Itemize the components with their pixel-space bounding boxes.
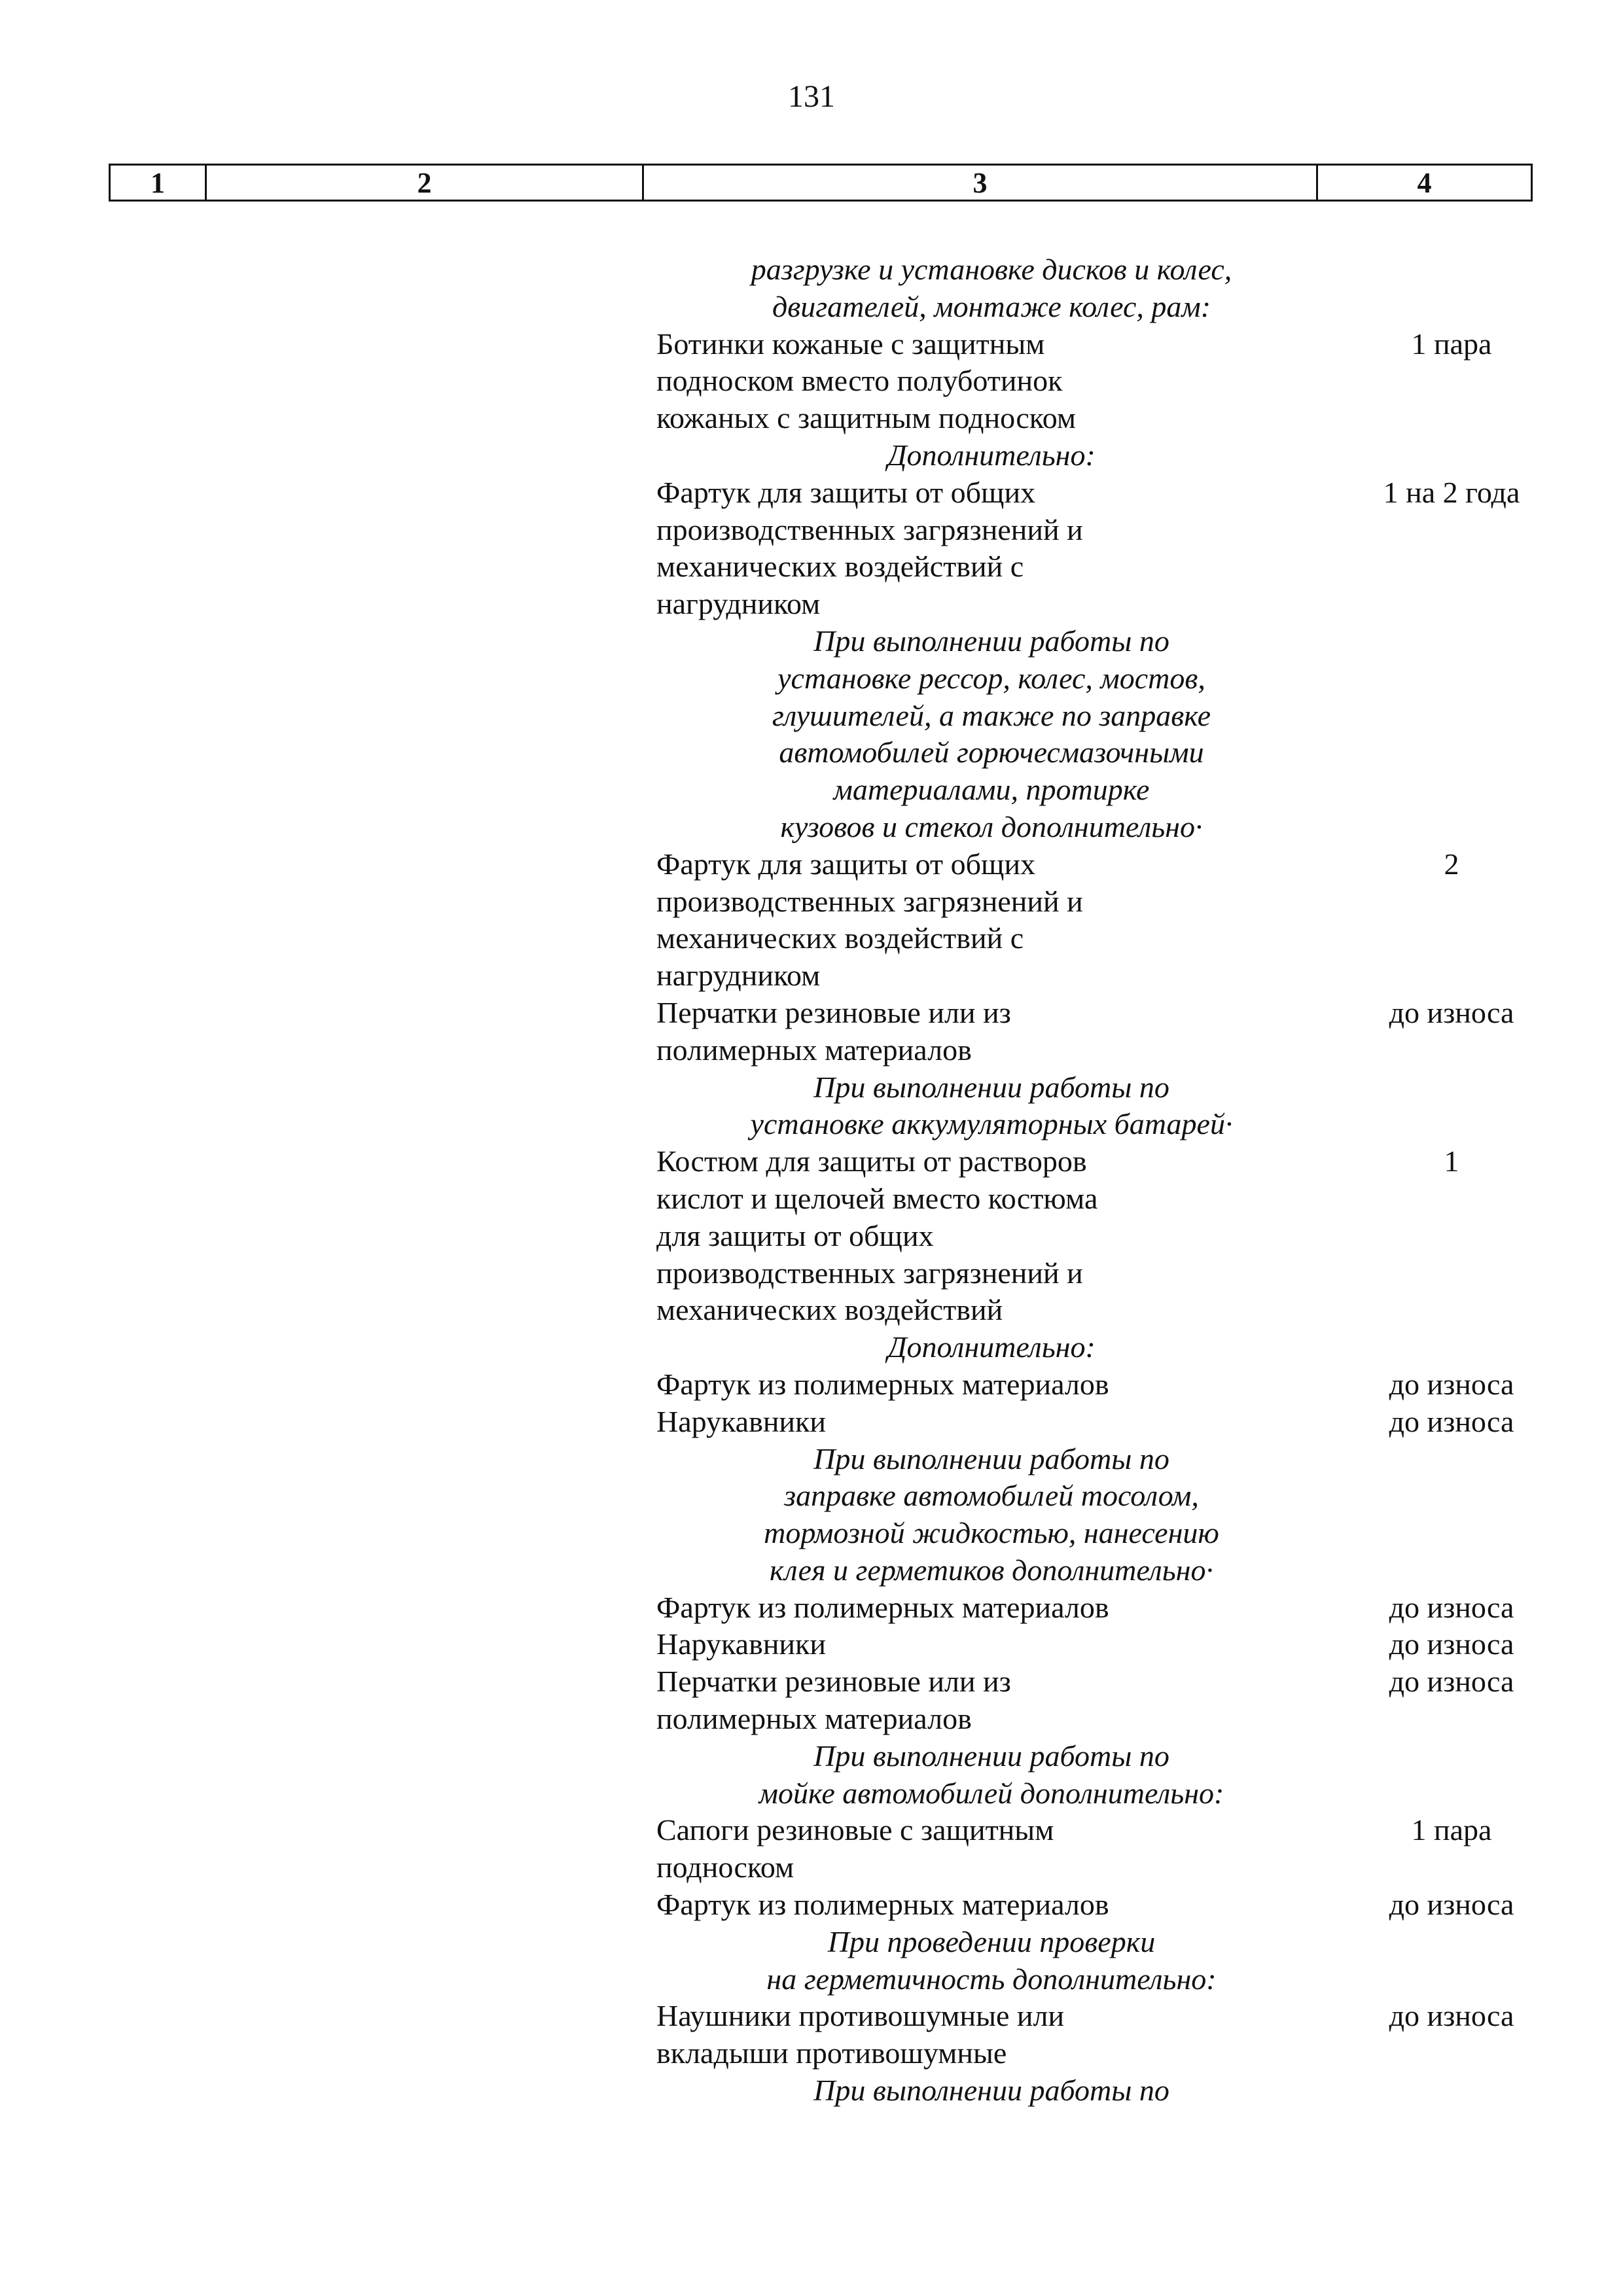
section-heading: При выполнении работы по заправке автомобилей тосолом, тормозной жидкостью, нанесению клея и герметиков дополнительно· (764, 1441, 1219, 1587)
header-cell-4: 4 (1417, 167, 1432, 199)
table-row (656, 1626, 1573, 1663)
table-row (656, 1812, 1573, 1886)
item-quantity: 1 на 2 года (1383, 475, 1520, 509)
table-header (109, 164, 1533, 202)
item-quantity: до износа (1389, 1404, 1514, 1438)
item-name: Нарукавники (656, 1627, 827, 1661)
table-row (656, 1589, 1573, 1627)
item-quantity: до износа (1389, 1665, 1514, 1699)
item-name: Ботинки кожаные с защитным подноском вместо полуботинок кожаных с защитным подноском (656, 327, 1076, 435)
section-heading: Дополнительно: (887, 438, 1096, 472)
table-row (656, 1663, 1573, 1738)
item-name: Нарукавники (656, 1404, 827, 1438)
item-name: Фартук для защиты от общих производственных загрязнений и механических воздействий с нагрудником (656, 847, 1083, 993)
item-quantity: до износа (1389, 1590, 1514, 1624)
item-quantity: 1 пара (1411, 327, 1492, 361)
item-name: Фартук для защиты от общих производственных загрязнений и механических воздействий с нагрудником (656, 475, 1083, 621)
table-row (656, 326, 1573, 437)
section-heading: При выполнении работы по установке рессор, колес, мостов, глушителей, а также по заправке автомобилей горючесмазочными материалами, протирке кузовов и стекол дополнительно· (772, 624, 1211, 843)
item-quantity: до износа (1389, 1367, 1514, 1401)
table-row (656, 1886, 1573, 1924)
item-name: Перчатки резиновые или из полимерных материалов (656, 1665, 1011, 1736)
item-quantity: до износа (1389, 1888, 1514, 1922)
item-quantity: до износа (1389, 995, 1514, 1029)
item-quantity: 2 (1444, 847, 1459, 881)
section-heading: При выполнении работы по установке аккумуляторных батарей· (750, 1070, 1233, 1141)
table-body (656, 251, 1573, 2110)
item-name: Фартук из полимерных материалов (656, 1367, 1109, 1401)
table-row (656, 995, 1573, 1069)
item-name: Сапоги резиновые с защитным подноском (656, 1813, 1054, 1884)
item-quantity: до износа (1389, 1627, 1514, 1661)
table-row (656, 474, 1573, 623)
page-number: 131 (788, 79, 835, 114)
item-name: Перчатки резиновые или из полимерных материалов (656, 995, 1011, 1067)
header-cell-1: 1 (111, 166, 207, 200)
section-heading: разгрузке и установке дисков и колес, двигателей, монтаже колес, рам: (751, 253, 1232, 323)
header-cell-2: 2 (207, 166, 644, 200)
header-cell-3: 3 (644, 166, 1318, 200)
item-name: Костюм для защиты от растворов кислот и щелочей вместо костюма для защиты от общих производственных загрязнений и механических воздействий (656, 1144, 1098, 1327)
table-row (656, 1404, 1573, 1441)
table-row (656, 1998, 1573, 2072)
item-name: Фартук из полимерных материалов (656, 1888, 1109, 1922)
item-quantity: до износа (1389, 1999, 1514, 2033)
section-heading: Дополнительно: (887, 1330, 1096, 1364)
section-heading: При выполнении работы по мойке автомобилей дополнительно: (758, 1739, 1224, 1810)
table-row (656, 1366, 1573, 1404)
section-heading: При проведении проверки на герметичность дополнительно: (766, 1924, 1217, 1996)
section-heading: При выполнении работы по (813, 2074, 1169, 2108)
table-row (656, 1143, 1573, 1329)
table-row (656, 846, 1573, 995)
item-name: Наушники противошумные или вкладыши противошумные (656, 1999, 1065, 2070)
item-quantity: 1 пара (1411, 1813, 1492, 1847)
item-name: Фартук из полимерных материалов (656, 1590, 1109, 1624)
item-quantity: 1 (1444, 1144, 1459, 1178)
